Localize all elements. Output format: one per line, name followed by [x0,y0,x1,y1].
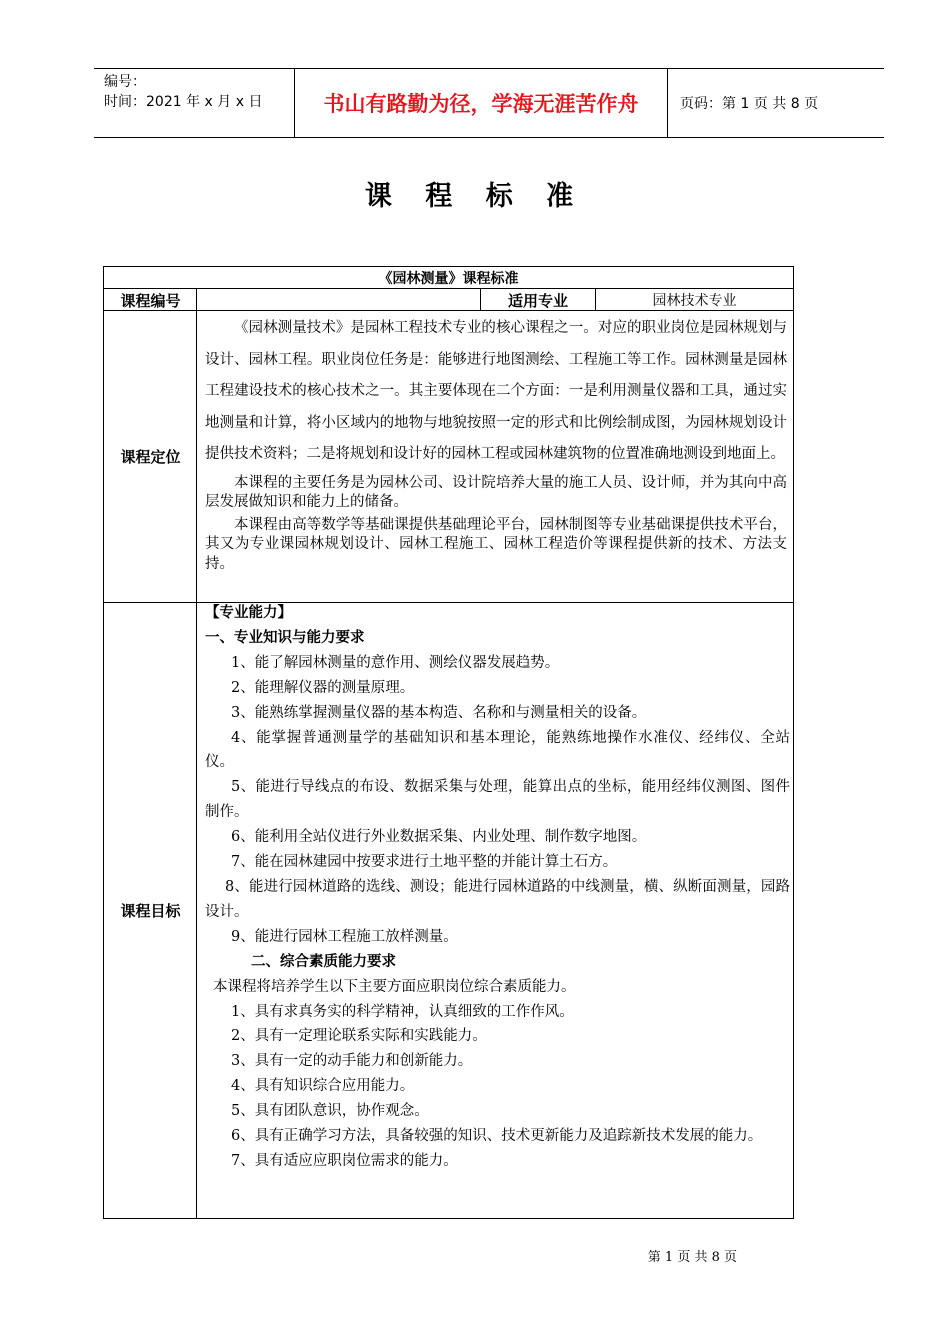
course-code-value [197,289,480,311]
page-header [94,68,884,138]
goal-item: 3、能熟练掌握测量仪器的基本构造、名称和与测量相关的设备。 [231,704,647,721]
course-goal-label: 课程目标 [120,902,181,920]
position-paragraph: 本课程由高等数学等基础课提供基础理论平台，园林制图等专业基础课提供技术平台，其又为专业课园林规划设计、园林工程施工、园林工程造价等课程提供新的技术、方法支持。 [205,516,787,572]
goal-item: 3、具有一定的动手能力和创新能力。 [231,1053,473,1070]
course-code-label: 课程编号 [120,291,181,310]
position-paragraph: 《园林测量技术》是园林工程技术专业的核心课程之一。对应的职业岗位是园林规划与设计、园林工程。职业岗位任务是：能够进行地图测绘、工程施工等工作。园林测量是园林工程建设技术的核心技术之一。其主要体现在二个方面：一是利用测量仪器和工具，通过实地测量和计算，将小区域内的地物与地貌按照一定的形式和比例绘制成图，为园林规划设计提供技术资料；二是将规划和设计好的园林工程或园林建筑物的位置准确地测设到地面上。 [205,320,787,462]
header-divider [667,69,668,137]
document-number-label: 编号： [104,74,146,90]
goal-section-title: 二、综合素质能力要求 [251,953,396,970]
goal-item: 2、能理解仪器的测量原理。 [231,679,415,696]
course-position-text [205,313,787,574]
goal-item: 8、能进行园林道路的选线、测设；能进行园林道路的中线测量，横、纵断面测量，园路设计。 [205,878,790,920]
goal-heading: 【专业能力】 [205,605,292,621]
course-goal-text [205,601,790,1174]
goal-intro: 本课程将培养学生以下主要方面应职岗位综合素质能力。 [213,978,576,995]
header-page-info: 页码：第 1 页 共 8 页 [680,96,819,112]
document-title: 课 程 标 准 [364,181,586,212]
goal-item: 9、能进行园林工程施工放样测量。 [231,928,458,945]
goal-item: 7、能在园林建园中按要求进行土地平整的并能计算土石方。 [231,854,618,871]
goal-item: 6、能利用全站仪进行外业数据采集、内业处理、制作数字地图。 [231,829,647,846]
goal-item: 1、具有求真务实的科学精神，认真细致的工作作风。 [231,1003,574,1020]
document-date: 时间：2021 年 x 月 x 日 [104,94,263,110]
course-standard-table [103,266,794,1219]
header-meta [104,72,262,112]
goal-item: 2、具有一定理论联系实际和实践能力。 [231,1028,487,1045]
position-paragraph: 本课程的主要任务是为园林公司、设计院培养大量的施工人员、设计师，并为其向中高层发展做知识和能力上的储备。 [205,474,787,510]
goal-item: 5、能进行导线点的布设、数据采集与处理，能算出点的坐标，能用经纬仪测图、图件制作。 [205,779,790,821]
goal-item: 7、具有适应应职岗位需求的能力。 [231,1152,458,1169]
applicable-major-label: 适用专业 [507,291,568,310]
table-caption: 《园林测量》课程标准 [378,271,519,287]
goal-item: 4、能掌握普通测量学的基础知识和基本理论，能熟练地操作水准仪、经纬仪、全站仪。 [205,729,790,771]
goal-item: 6、具有正确学习方法，具备较强的知识、技术更新能力及追踪新技术发展的能力。 [231,1128,763,1145]
goal-item: 4、具有知识综合应用能力。 [231,1078,415,1095]
goal-item: 1、能了解园林测量的意作用、测绘仪器发展趋势。 [231,654,560,671]
page-footer: 第 1 页 共 8 页 [647,1250,737,1265]
course-position-label: 课程定位 [120,448,181,466]
goal-section-title: 一、专业知识与能力要求 [205,629,365,646]
header-motto: 书山有路勤为径，学海无涯苦作舟 [323,92,639,116]
goal-item: 5、具有团队意识，协作观念。 [231,1103,429,1120]
applicable-major-value: 园林技术专业 [652,293,737,309]
